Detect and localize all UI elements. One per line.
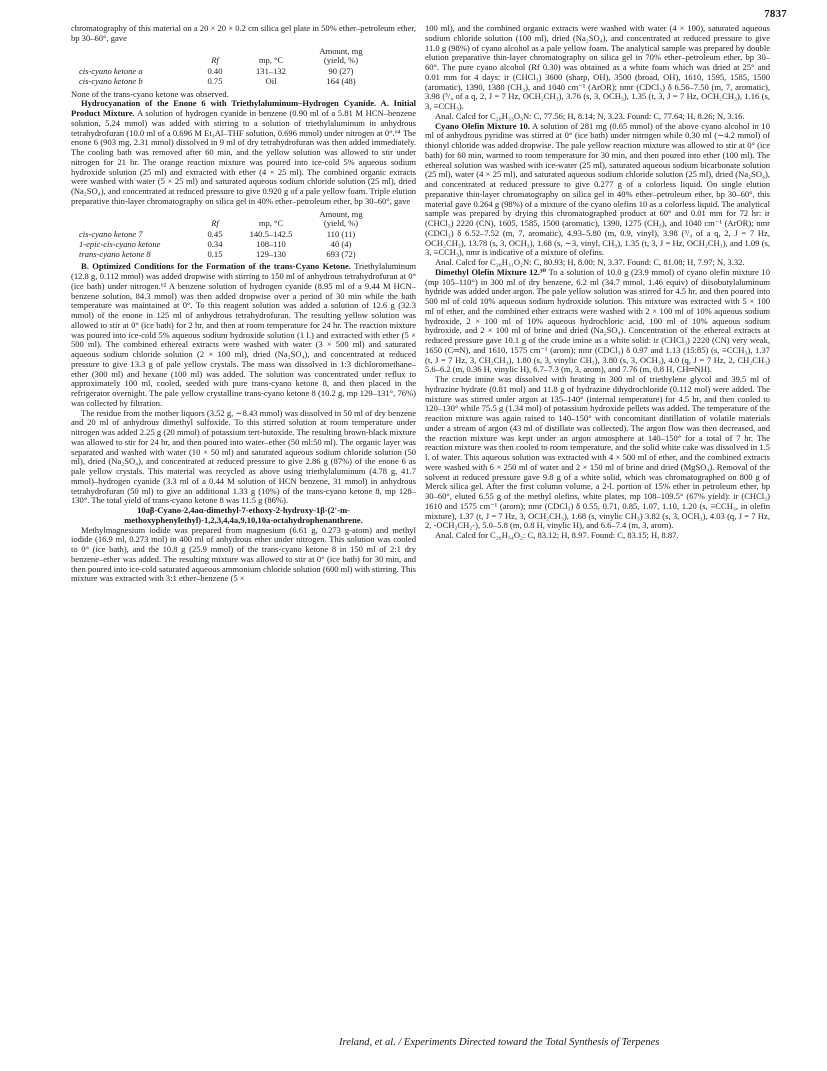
table-header-row bbox=[79, 210, 373, 231]
table-cell: 0.15 bbox=[207, 248, 223, 259]
table-cell: trans-cyano ketone 8 bbox=[79, 248, 151, 259]
paragraph: Anal. Calcd for C₂₈H₃₃O₃N: C, 77.56; H, 8.14; N, 3.23. Found: C, 77.64; H, 8.26; N, 3.16. bbox=[435, 110, 745, 121]
column-header: mp, °C bbox=[258, 218, 284, 229]
table-cell: cis-cyano ketone b bbox=[79, 75, 143, 86]
paragraph: 100 ml), and the combined organic extracts were washed with water (4 × 100), saturated aqueous sodium chloride solution (100 ml), dried (Na₂SO₄), and concentrated at reduced pressure to give 11.0 g (98%) of cyano alcohol as a pale yellow foam. The analytical sample was prepared by double elution preparative thin-layer chromatography on silica gel in 70% ether–petroleum ether, bp 30–60°. The pure cyano alcohol (Rf 0.30) was obtained as a white foam which was dried at 25° and 0.01 mm for 4 days: ir (CHCl₃) 3600 (sharp, OH), 3500 (broad, OH), 1610, 1595, 1585, 1500 (aromatic), 1390, 1380 (CH₃), and 1040 cm⁻¹ (ArOR); nmr (CDCl₃) δ 6.56–7.50 (m, 7, aromatic), 3.98 (³/₄ of a q, 2, J = 7 Hz, OCH₂CH₃), 3.76 (s, 3, OCH₃), 1.35 (t, 3, J = 7 Hz, OCH₂CH₃), 1.16 (s, 3, ≡CCH₃). bbox=[425, 24, 770, 111]
paragraph-text: Triethylaluminum (12.8 g, 0.112 mmol) was added dropwise with stirring to 150 ml of anhydrous tetrahydrofuran at 0° (ice bath) under nitrogen.⁶² A benzene solution of hydrogen cyanide (8.95 ml of a 9.44 M HCN–benzene solution, 84.3 mmol) was then added dropwise over a period of 30 min while the bath temperature was maintained at 0°. To this reagent solution was added a solution of 12.6 g (32.3 mmol) of the enone in 125 ml of anhydrous tetrahydrofuran. The resulting yellow solution was allowed to stir at 0° (ice bath) for 2 hr, and then at room temperature for 24 hr. The reaction mixture was poured into ice-cold 5% aqueous sodium hydroxide solution (1 l.) and extracted with ether (5 × 500 ml). The combined ethereal extracts were washed with water (3 × 500 ml) and saturated aqueous sodium chloride solution (2 × 100 ml), dried (Na₂SO₄), and concentrated at reduced pressure to give 13.3 g of pale yellow crystals. The mass was dissolved in 1:3 dichloromethane–ether (300 ml) and hexane (100 ml) was added. The solution was concentrated under reflux to approximately 100 ml, cooled, seeded with pure trans-cyano ketone 8, and then placed in the refrigerator overnight. The pale yellow crystalline trans-cyano ketone 8 (10.2 g, mp 129–131°, 76%) was collected by filtration. bbox=[71, 261, 416, 408]
yield-table-1 bbox=[79, 47, 373, 87]
table-cell: 0.45 bbox=[207, 229, 223, 239]
left-column bbox=[71, 24, 416, 1019]
table-cell: 164 (48) bbox=[326, 75, 356, 86]
column-header: Amount, mg (yield, %) bbox=[319, 45, 363, 66]
table-cell: 140.5–142.5 bbox=[249, 229, 293, 239]
section-heading: Dimethyl Olefin Mixture 12.³⁰ bbox=[435, 266, 547, 277]
table-cell: 0.75 bbox=[207, 75, 223, 86]
table-cell: 0.34 bbox=[207, 238, 223, 249]
table-cell: 110 (11) bbox=[326, 229, 356, 239]
table-cell: 1-epic-cis-cyano ketone bbox=[79, 238, 161, 249]
paragraph: Anal. Calcd for C₂₈H₃₁O₂N: C, 80.93; H, 8.00; N, 3.37. Found: C, 81.08; H, 7.97; N, 3.32. bbox=[435, 257, 745, 267]
paragraph bbox=[425, 268, 770, 375]
paragraph: Anal. Calcd for C₂₆H₃₄O₂: C, 83.12; H, 8.97. Found: C, 83.15; H, 8.87. bbox=[435, 530, 679, 540]
paragraph-text: To a solution of 10.0 g (23.9 mmol) of cyano olefin mixture 10 (mp 105–110°) in 300 ml of dry benzene, 6.2 ml (34.7 mmol, 1.46 equiv) of diisobutylaluminum hydride was added under argon. The pale yellow solution was stirred for 4.5 hr, and then poured into 500 ml of cold 10% aqueous sodium hydroxide solution. This mixture was extracted with 5 × 100 ml of ether, and the combined ether extracts were washed with 2 × 100 ml of 10% aqueous sodium hydroxide, 2 × 100 ml of 10% aqueous hydrochloric acid, 100 ml of 10% aqueous sodium hydroxide, and 2 × 100 ml of brine and dried (Na₂SO₄). Concentration of the ethereal extracts at reduced pressure gave 10.1 g of the crude imine as a white solid: ir (CHCl₃) 2220 (CN) very weak, 1650 (C═N), and 1610, 1575 cm⁻¹ (arom); nmr (CDCl₃) δ 0.97 and 1.13 (15:85) (s, ≡CCH₃), 1.37 (t, J = 7 Hz, 3, CH₂CH₃), 1.80 (s, 3, vinylic CH₃), 3.80 (s, 3, OCH₃), 4.0 (q, J = 7 Hz, 2, CH₂CH₃) 5.6–6.2 (m, 0.36 H, vinylic H), 6.7–7.3 (m, 3, arom), and 7.76 (m, 0.8 H, CH═NH). bbox=[425, 266, 770, 375]
paragraph-text: A solution of 281 mg (0.65 mmol) of the above cyano alcohol in 10 ml of anhydrous pyridine was stirred at 0° (ice bath) under nitrogen while 0.30 ml (∼4.2 mmol) of thionyl chloride was added dropwise. The pale yellow reaction mixture was allowed to stir at 0° (ice bath) for 60 min, warmed to room temperature for 30 min, and then poured into ether (100 ml). The ethereal solution was washed with ice-water (25 ml), saturated aqueous sodium bicarbonate solution (25 ml), water (4 × 25 ml), and saturated aqueous sodium chloride solution (25 ml), dried (Na₂SO₄), and concentrated at reduced pressure to give 0.277 g of a colorless liquid. On single elution preparative thin-layer chromatography on silica gel in 40% ether–petroleum ether, bp 30–60°, this material gave 0.264 g (98%) of a mixture of the cyano olefins 10 as a colorless liquid. The analytical sample was prepared by drying this chromatographed product at 60° and 0.01 mm for 72 hr: ir (CHCl₃) 2220 (CN), 1605, 1585, 1500 (aromatic), 1390, 1275 (CH₃), and 1040 cm⁻¹ (ArOR); nmr (CDCl₃) δ 6.52–7.52 (m, 7, aromatic), 4.93–5.80 (m, 0.9, vinyl), 3.98 (³/₄ of a q, 2, J = 7 Hz, OCH₂CH₃), 13.78 (s, 3, OCH₃), 1.68 (s, ∼3, vinyl, CH₃), 1.35 (t, 3, J = Hz, OCH₂CH₃), and 1.09 (s, 3, ≡CCH₃), nmr is indicative of a mixture of olefins. bbox=[425, 120, 770, 258]
section-heading: Cyano Olefin Mixture 10. bbox=[435, 120, 530, 131]
running-footer: Ireland, et al. / Experiments Directed toward the Total Synthesis of Terpenes bbox=[339, 1037, 660, 1048]
section-heading: 10aβ-Cyano-2,4aα-dimethyl-7-ethoxy-2-hydroxy-1β-(2′-m-methoxyphenylethyl)-1,2,3,4,4a,9,10,10a-octahydrophenanthrene. bbox=[124, 505, 363, 525]
table-cell: 693 (72) bbox=[326, 248, 356, 259]
paragraph: None of the trans-cyano ketone was observed. bbox=[71, 88, 229, 99]
table-header-row bbox=[79, 47, 373, 68]
section-heading: Hydrocyanation of the Enone 6 with Triethylaluminum–Hydrogen Cyanide. A. Initial Product Mixture. bbox=[71, 98, 416, 118]
column-header: Amount, mg (yield, %) bbox=[319, 208, 363, 229]
table-cell: 0.40 bbox=[207, 66, 223, 76]
table-cell: 131–132 bbox=[256, 66, 286, 76]
column-header: Rf bbox=[211, 55, 219, 66]
table-cell: 108–110 bbox=[256, 238, 286, 249]
column-header: Rf bbox=[211, 218, 219, 229]
right-column bbox=[425, 24, 770, 1019]
page-number: 7837 bbox=[764, 8, 787, 20]
paragraph bbox=[425, 122, 770, 259]
paragraph bbox=[71, 99, 416, 206]
paragraph: Methylmagnesium iodide was prepared from magnesium (6.61 g, 0.273 g-atom) and methyl iodide (16.9 ml, 0.273 mol) in 400 ml of anhydrous ether under nitrogen. This solution was cooled to 0° (ice bath), and the 10.8 g (25.9 mmol) of the trans-cyano ketone 8 in 150 ml of 2:1 dry benzene–ether was added. The resulting mixture was allowed to stir at 0° (ice bath) for 30 min, and then poured into ice-cold saturated aqueous ammonium chloride solution (600 ml) with stirring. This mixture was extracted with 3:1 ether–benzene (5 × bbox=[71, 524, 416, 584]
paragraph: The residue from the mother liquors (3.52 g, ∼8.43 mmol) was dissolved in 50 ml of dry benzene and 20 ml of anhydrous dimethyl sulfoxide. To this stirred solution at room temperature under nitrogen was added 2.25 g (20 mmol) of potassium tert-butoxide. The resulting brown-black mixture was allowed to stir for 24 hr, and then poured into water–ether (50 ml:50 ml). The organic layer was separated and washed with water (10 × 50 ml) and saturated aqueous sodium chloride solution (50 ml), dried (Na₂SO₄), and concentrated at reduced pressure to give 2.86 g (87%) of the enone 6 as pale yellow crystals. This material was recycled as above using triethylaluminum (4.78 g, 41.7 mmol)–hydrogen cyanide (3.3 ml of a 0.44 M solution of HCN benzene, 31 mmol) in anhydrous tetrahydrofuran (50 ml) to give an additional 1.33 g (10%) of the trans-cyano ketone 8, mp 128–130°. The total yield of trans-cyano ketone 8 was 11.5 g (86%). bbox=[71, 407, 416, 506]
table-row bbox=[79, 77, 373, 87]
table-cell: 129–130 bbox=[256, 248, 286, 259]
table-cell: Oil bbox=[265, 75, 277, 86]
table-cell: cis-cyano ketone a bbox=[79, 66, 143, 76]
paragraph: chromatography of this material on a 20 × 20 × 0.2 cm silica gel plate in 50% ether–petroleum ether, bp 30–60°, gave bbox=[71, 24, 416, 43]
paragraph-text: A solution of hydrogen cyanide in benzene (0.90 ml of a 5.81 M HCN–benzene solution, 5.24 mmol) was added with stirring to a solution of triethylaluminum in anhydrous tetrahydrofuran (10.0 ml of a 0.696 M Et₃Al–THF solution, 0.696 mmol) under nitrogen at 0°.⁶⁴ The enone 6 (903 mg, 2.31 mmol) dissolved in 9 ml of dry tetrahydrofuran was then added immediately. The cooling bath was removed after 60 min, and the yellow solution was allowed to stir under nitrogen for 21 hr. The orange reaction mixture was poured into ice-cold 5% aqueous sodium hydroxide solution (25 ml) and extracted with ether (4 × 25 ml). The combined organic extracts were washed with water (5 × 25 ml) and saturated aqueous sodium chloride solution (25 ml), dried (Na₂SO₄), and concentrated at reduced pressure to give 0.920 g of a pale yellow foam. Triple elution preparative thin-layer chromatography on silica gel in 40% ether–petroleum ether, bp 30–60°, gave bbox=[71, 108, 416, 206]
table-cell: 90 (27) bbox=[328, 66, 354, 76]
section-heading: B. Optimized Conditions for the Formation of the trans-Cyano Ketone. bbox=[81, 261, 351, 272]
table-cell: cis-cyano ketone 7 bbox=[79, 229, 143, 239]
column-header: mp, °C bbox=[258, 55, 284, 66]
yield-table-2 bbox=[79, 210, 373, 260]
table-row bbox=[79, 250, 373, 260]
paragraph: The crude imine was dissolved with heating in 300 ml of triethylene glycol and 39.5 ml of hydrazine hydrate (0.81 mol) and 11.8 g of hydrazine dihydrochloride (0.112 mol) were added. The mixture was stirred under argon at 135–140° (internal temperature) for 4.5 hr, and then cooled to 120–130° while 75.5 g (1.34 mol) of potassium hydroxide pellets was added. The temperature of the reaction mixture was again raised to 140–150° with concomitant distillation of volatile materials under a stream of argon (43 ml of distillate was collected). The argon flow was then decreased, and the reaction mixture was kept under an argon atmosphere at 140–150° for a total of 7 hr. The reaction mixture was then cooled to room temperature, and the solid white cake was dissolved in 1.5 l. of water. This aqueous solution was extracted with 4 × 500 ml of ether, and the combined extracts were washed with 6 × 250 ml of water and 2 × 150 ml of brine and dried (MgSO₄). Removal of the solvent at reduced pressure gave 9.8 g of a white solid, which was chromatographed on 800 g of Merck silica gel. After the first column volume, a 2-l. portion of 15% ether in petroleum ether, bp 30–60°, eluted 6.55 g of the methyl olefins, white plates, mp 108–109.5° (67% yield): ir (CHCl₃) 1610 and 1575 cm⁻¹ (arom); nmr (CDCl₃) δ 0.55, 0.71, 0.85, 1.07, 1.10, 1.20 (s, ≡CCH₃, in olefin mixture), 1.37 (t, J = 7 Hz, 3, OCH₂CH₃), 1.68 (s, vinylic CH₃) 3.82 (s, 3, OCH₃), 4.03 (q, J = 7 Hz, 2, -OCH₂CH₂-), 5.0–5.8 (m, 0.8 H, vinylic H), and 6.6–7.4 (m, 3, arom). bbox=[425, 374, 770, 531]
paragraph bbox=[71, 262, 416, 408]
table-cell: 40 (4) bbox=[330, 238, 352, 249]
